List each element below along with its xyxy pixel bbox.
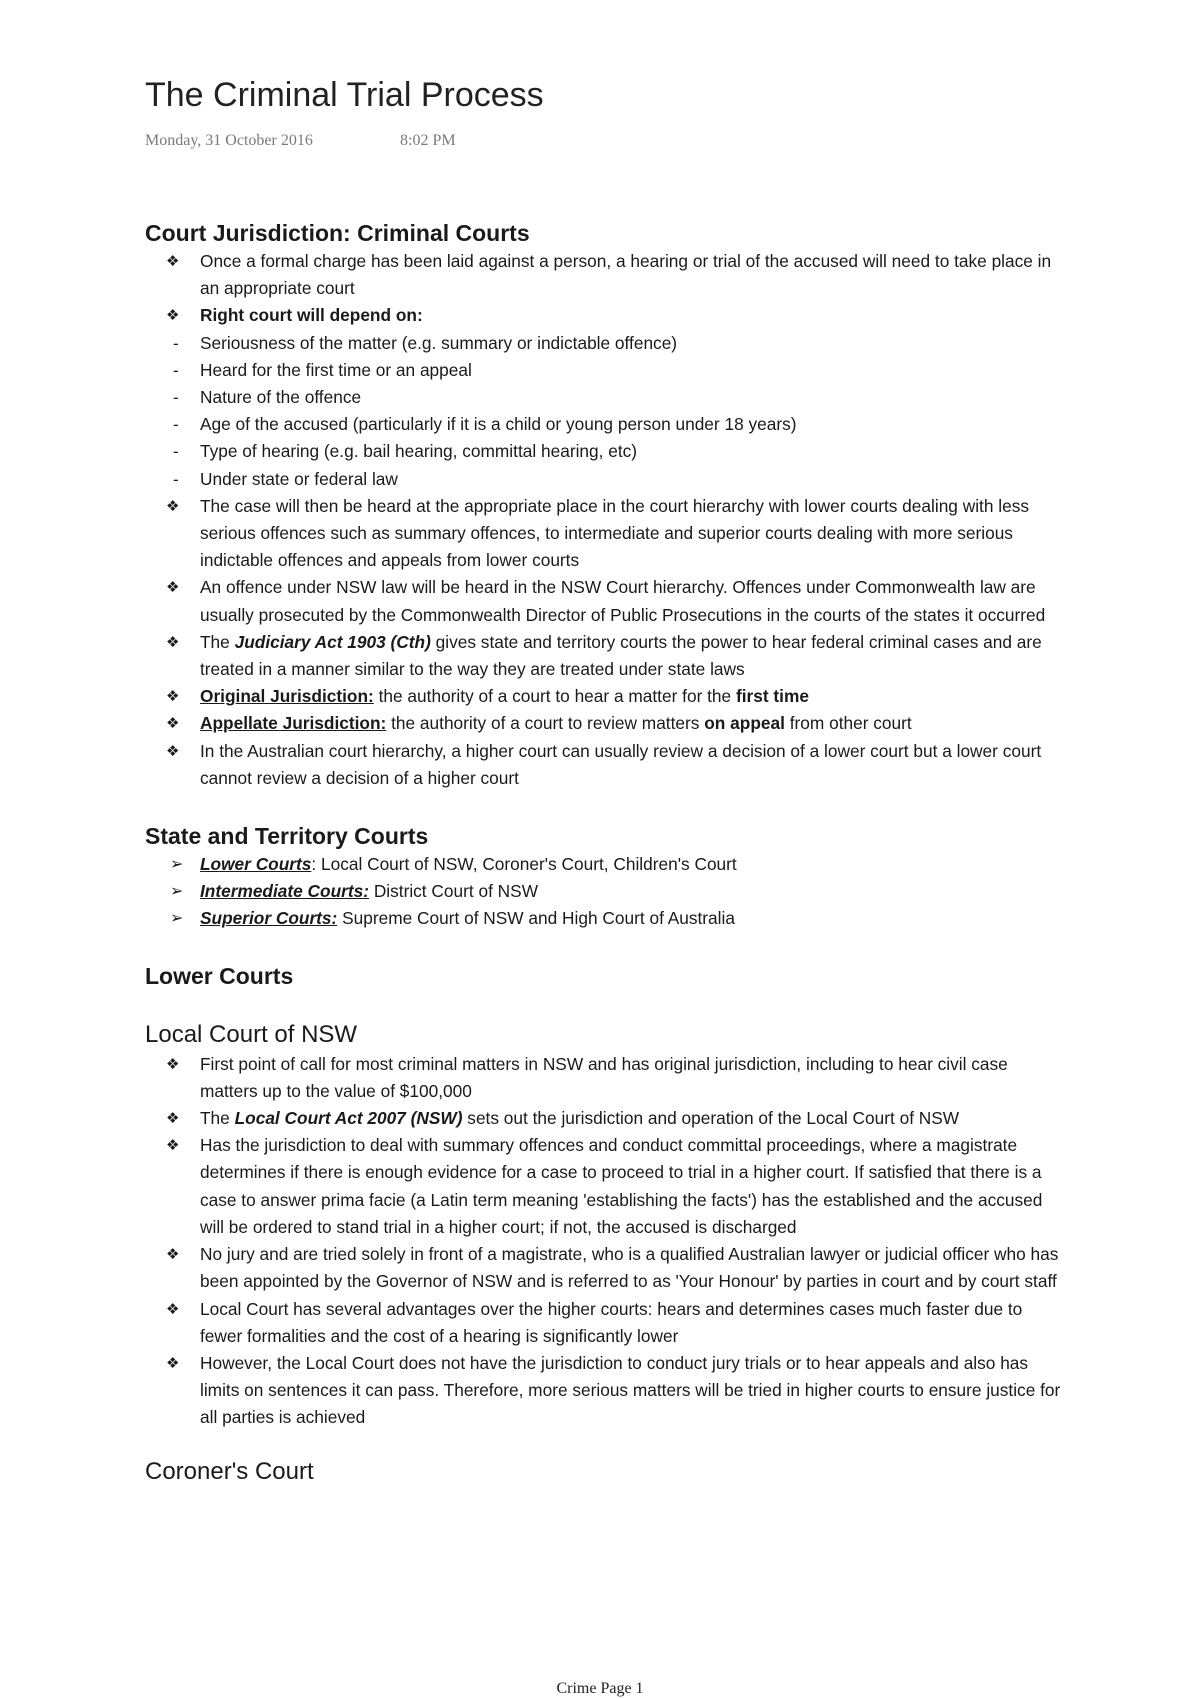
list-item bbox=[145, 878, 1065, 905]
term-intermediate-courts: Intermediate Courts: bbox=[200, 881, 369, 902]
list-item-text-post: from other court bbox=[789, 713, 912, 734]
diamond-bullet-icon: ❖ bbox=[166, 253, 180, 270]
list-item-text: The case will then be heard at the appropriate place in the court hierarchy with lower courts dealing with less serious offences such as summary offences, to intermediate and superior courts dealing with more serious indictable offences and appeals from lower courts bbox=[200, 495, 1029, 571]
list-item-text-pre: The bbox=[200, 1108, 230, 1129]
list-item bbox=[145, 710, 1065, 737]
diamond-bullet-icon: ❖ bbox=[166, 742, 180, 760]
list-item bbox=[145, 466, 1065, 493]
dash-bullet-icon: - bbox=[173, 360, 179, 380]
arrow-bullet-icon: ➢ bbox=[170, 883, 184, 901]
emphasis-text: first time bbox=[735, 686, 809, 707]
diamond-bullet-icon: ❖ bbox=[166, 688, 180, 706]
list-item-text: Local Court has several advantages over the higher courts: hears and determines cases much faster due to fewer formalities and the cost of a hearing is significantly lower bbox=[200, 1298, 1023, 1346]
diamond-bullet-icon: ❖ bbox=[166, 1110, 180, 1128]
diamond-bullet-icon: ❖ bbox=[166, 1137, 180, 1155]
emphasis-text: on appeal bbox=[704, 713, 785, 734]
arrow-bullet-icon: ➢ bbox=[170, 910, 184, 928]
list-item bbox=[145, 493, 1065, 575]
list-item-text: Has the jurisdiction to deal with summary offences and conduct committal proceedings, where a magistrate determines if there is enough evidence for a case to proceed to trial in a higher court. If satisfied that there is a case to answer prima facie (a Latin term meaning 'establishing the facts') has the established and the accused will be ordered to stand trial in a higher court; if not, the accused is discharged bbox=[200, 1135, 1043, 1237]
diamond-bullet-icon: ❖ bbox=[166, 307, 180, 325]
list-item-text: District Court of NSW bbox=[373, 881, 539, 902]
list-item-text: No jury and are tried solely in front of a magistrate, who is a qualified Australian lawyer or judicial officer who has been appointed by the Governor of NSW and is referred to as 'Your Honour' by parties in court and by court staff bbox=[200, 1244, 1059, 1292]
list-item-text: Nature of the offence bbox=[200, 387, 362, 408]
list-item bbox=[145, 248, 1065, 302]
diamond-bullet-icon: ❖ bbox=[166, 1300, 180, 1318]
list-item bbox=[145, 302, 1065, 329]
list-item bbox=[145, 384, 1065, 411]
section-heading-state-courts: State and Territory Courts bbox=[145, 823, 429, 850]
list-item-text: the authority of a court to review matters bbox=[391, 713, 700, 734]
dash-bullet-icon: - bbox=[173, 442, 179, 462]
diamond-bullet-icon: ❖ bbox=[166, 579, 180, 597]
list-item-text: the authority of a court to hear a matter for the bbox=[378, 686, 732, 707]
list-item-text: Heard for the first time or an appeal bbox=[200, 359, 472, 380]
spacer bbox=[145, 991, 1065, 1019]
spacer bbox=[145, 792, 1065, 821]
list-item bbox=[145, 1296, 1065, 1350]
list-item bbox=[145, 1051, 1065, 1105]
list-item bbox=[145, 851, 1065, 878]
diamond-bullet-icon: ❖ bbox=[166, 1246, 180, 1264]
page-footer: Crime Page 1 bbox=[556, 1680, 644, 1697]
diamond-bullet-icon: ❖ bbox=[166, 1055, 180, 1073]
list-item-text: Once a formal charge has been laid against a person, a hearing or trial of the accused will need to take place in an appropriate court bbox=[200, 251, 1052, 299]
diamond-bullet-icon: ❖ bbox=[166, 497, 180, 515]
list-item bbox=[145, 357, 1065, 384]
list-item bbox=[145, 1350, 1065, 1432]
term-lower-courts: Lower Courts bbox=[200, 854, 312, 875]
diamond-bullet-icon: ❖ bbox=[166, 715, 180, 733]
note-time: 8:02 PM bbox=[400, 132, 456, 149]
list-item bbox=[145, 330, 1065, 357]
list-item-text-post: sets out the jurisdiction and operation of the Local Court of NSW bbox=[467, 1108, 960, 1129]
dash-bullet-icon: - bbox=[173, 469, 179, 489]
spacer bbox=[145, 933, 1065, 961]
diamond-bullet-icon: ❖ bbox=[166, 1354, 180, 1372]
list-item bbox=[145, 438, 1065, 465]
note-date: Monday, 31 October 2016 bbox=[145, 132, 313, 149]
local-court-list bbox=[145, 1051, 1065, 1432]
subsection-heading-coroners-court: Coroner's Court bbox=[145, 1457, 314, 1485]
diamond-bullet-icon: ❖ bbox=[166, 633, 180, 651]
dash-bullet-icon: - bbox=[173, 333, 179, 353]
criminal-courts-list bbox=[145, 248, 1065, 792]
list-item bbox=[145, 1132, 1065, 1241]
term-superior-courts: Superior Courts: bbox=[200, 908, 338, 929]
list-item-text: Age of the accused (particularly if it is a child or young person under 18 years) bbox=[200, 414, 797, 435]
list-item bbox=[145, 574, 1065, 628]
list-item bbox=[145, 1241, 1065, 1295]
list-item bbox=[145, 411, 1065, 438]
spacer bbox=[145, 1432, 1065, 1456]
list-item-text: In the Australian court hierarchy, a higher court can usually review a decision of a lower court but a lower court cannot review a decision of a higher court bbox=[200, 740, 1042, 788]
list-item bbox=[145, 629, 1065, 683]
list-item-text: Supreme Court of NSW and High Court of Australia bbox=[342, 908, 735, 929]
list-item bbox=[145, 683, 1065, 710]
list-item-text: Under state or federal law bbox=[200, 468, 398, 489]
section-heading-criminal-courts: Court Jurisdiction: Criminal Courts bbox=[145, 220, 530, 246]
document-body bbox=[145, 218, 1065, 1488]
list-item-text-post: gives state and territory courts the power to hear federal criminal cases and are treated in a manner similar to the way they are treated under state laws bbox=[200, 631, 1042, 680]
term-appellate-jurisdiction: Appellate Jurisdiction: bbox=[200, 713, 387, 734]
arrow-bullet-icon: ➢ bbox=[170, 856, 184, 874]
section-heading-lower-courts: Lower Courts bbox=[145, 962, 294, 989]
list-item bbox=[145, 738, 1065, 792]
list-item bbox=[145, 905, 1065, 932]
dash-bullet-icon: - bbox=[173, 415, 179, 435]
term-original-jurisdiction: Original Jurisdiction: bbox=[200, 686, 374, 707]
state-courts-list bbox=[145, 851, 1065, 933]
list-item-text: First point of call for most criminal matters in NSW and has original jurisdiction, including to hear civil case matters up to the value of $100,000 bbox=[200, 1053, 1008, 1101]
list-item bbox=[145, 1105, 1065, 1132]
list-item-text: : Local Court of NSW, Coroner's Court, Children's Court bbox=[311, 854, 737, 875]
act-citation: Judiciary Act 1903 (Cth) bbox=[234, 631, 431, 652]
list-item-text: However, the Local Court does not have the jurisdiction to conduct jury trials or to hear appeals and also has limits on sentences it can pass. Therefore, more serious matters will be tried in higher courts to ensure justice for all parties is achieved bbox=[200, 1352, 1061, 1428]
list-item-text: Right court will depend on: bbox=[200, 305, 423, 326]
list-item-text: Type of hearing (e.g. bail hearing, committal hearing, etc) bbox=[200, 441, 638, 462]
page-title: The Criminal Trial Process bbox=[145, 76, 544, 114]
list-item-text-pre: The bbox=[200, 631, 230, 652]
list-item-text: Seriousness of the matter (e.g. summary or indictable offence) bbox=[200, 332, 678, 353]
act-citation: Local Court Act 2007 (NSW) bbox=[234, 1108, 463, 1129]
subsection-heading-local-court: Local Court of NSW bbox=[145, 1020, 358, 1048]
dash-bullet-icon: - bbox=[173, 388, 179, 408]
list-item-text: An offence under NSW law will be heard in the NSW Court hierarchy. Offences under Commonwealth law are usually prosecuted by the Commonwealth Director of Public Prosecutions in the courts of the states it occurred bbox=[200, 577, 1046, 625]
